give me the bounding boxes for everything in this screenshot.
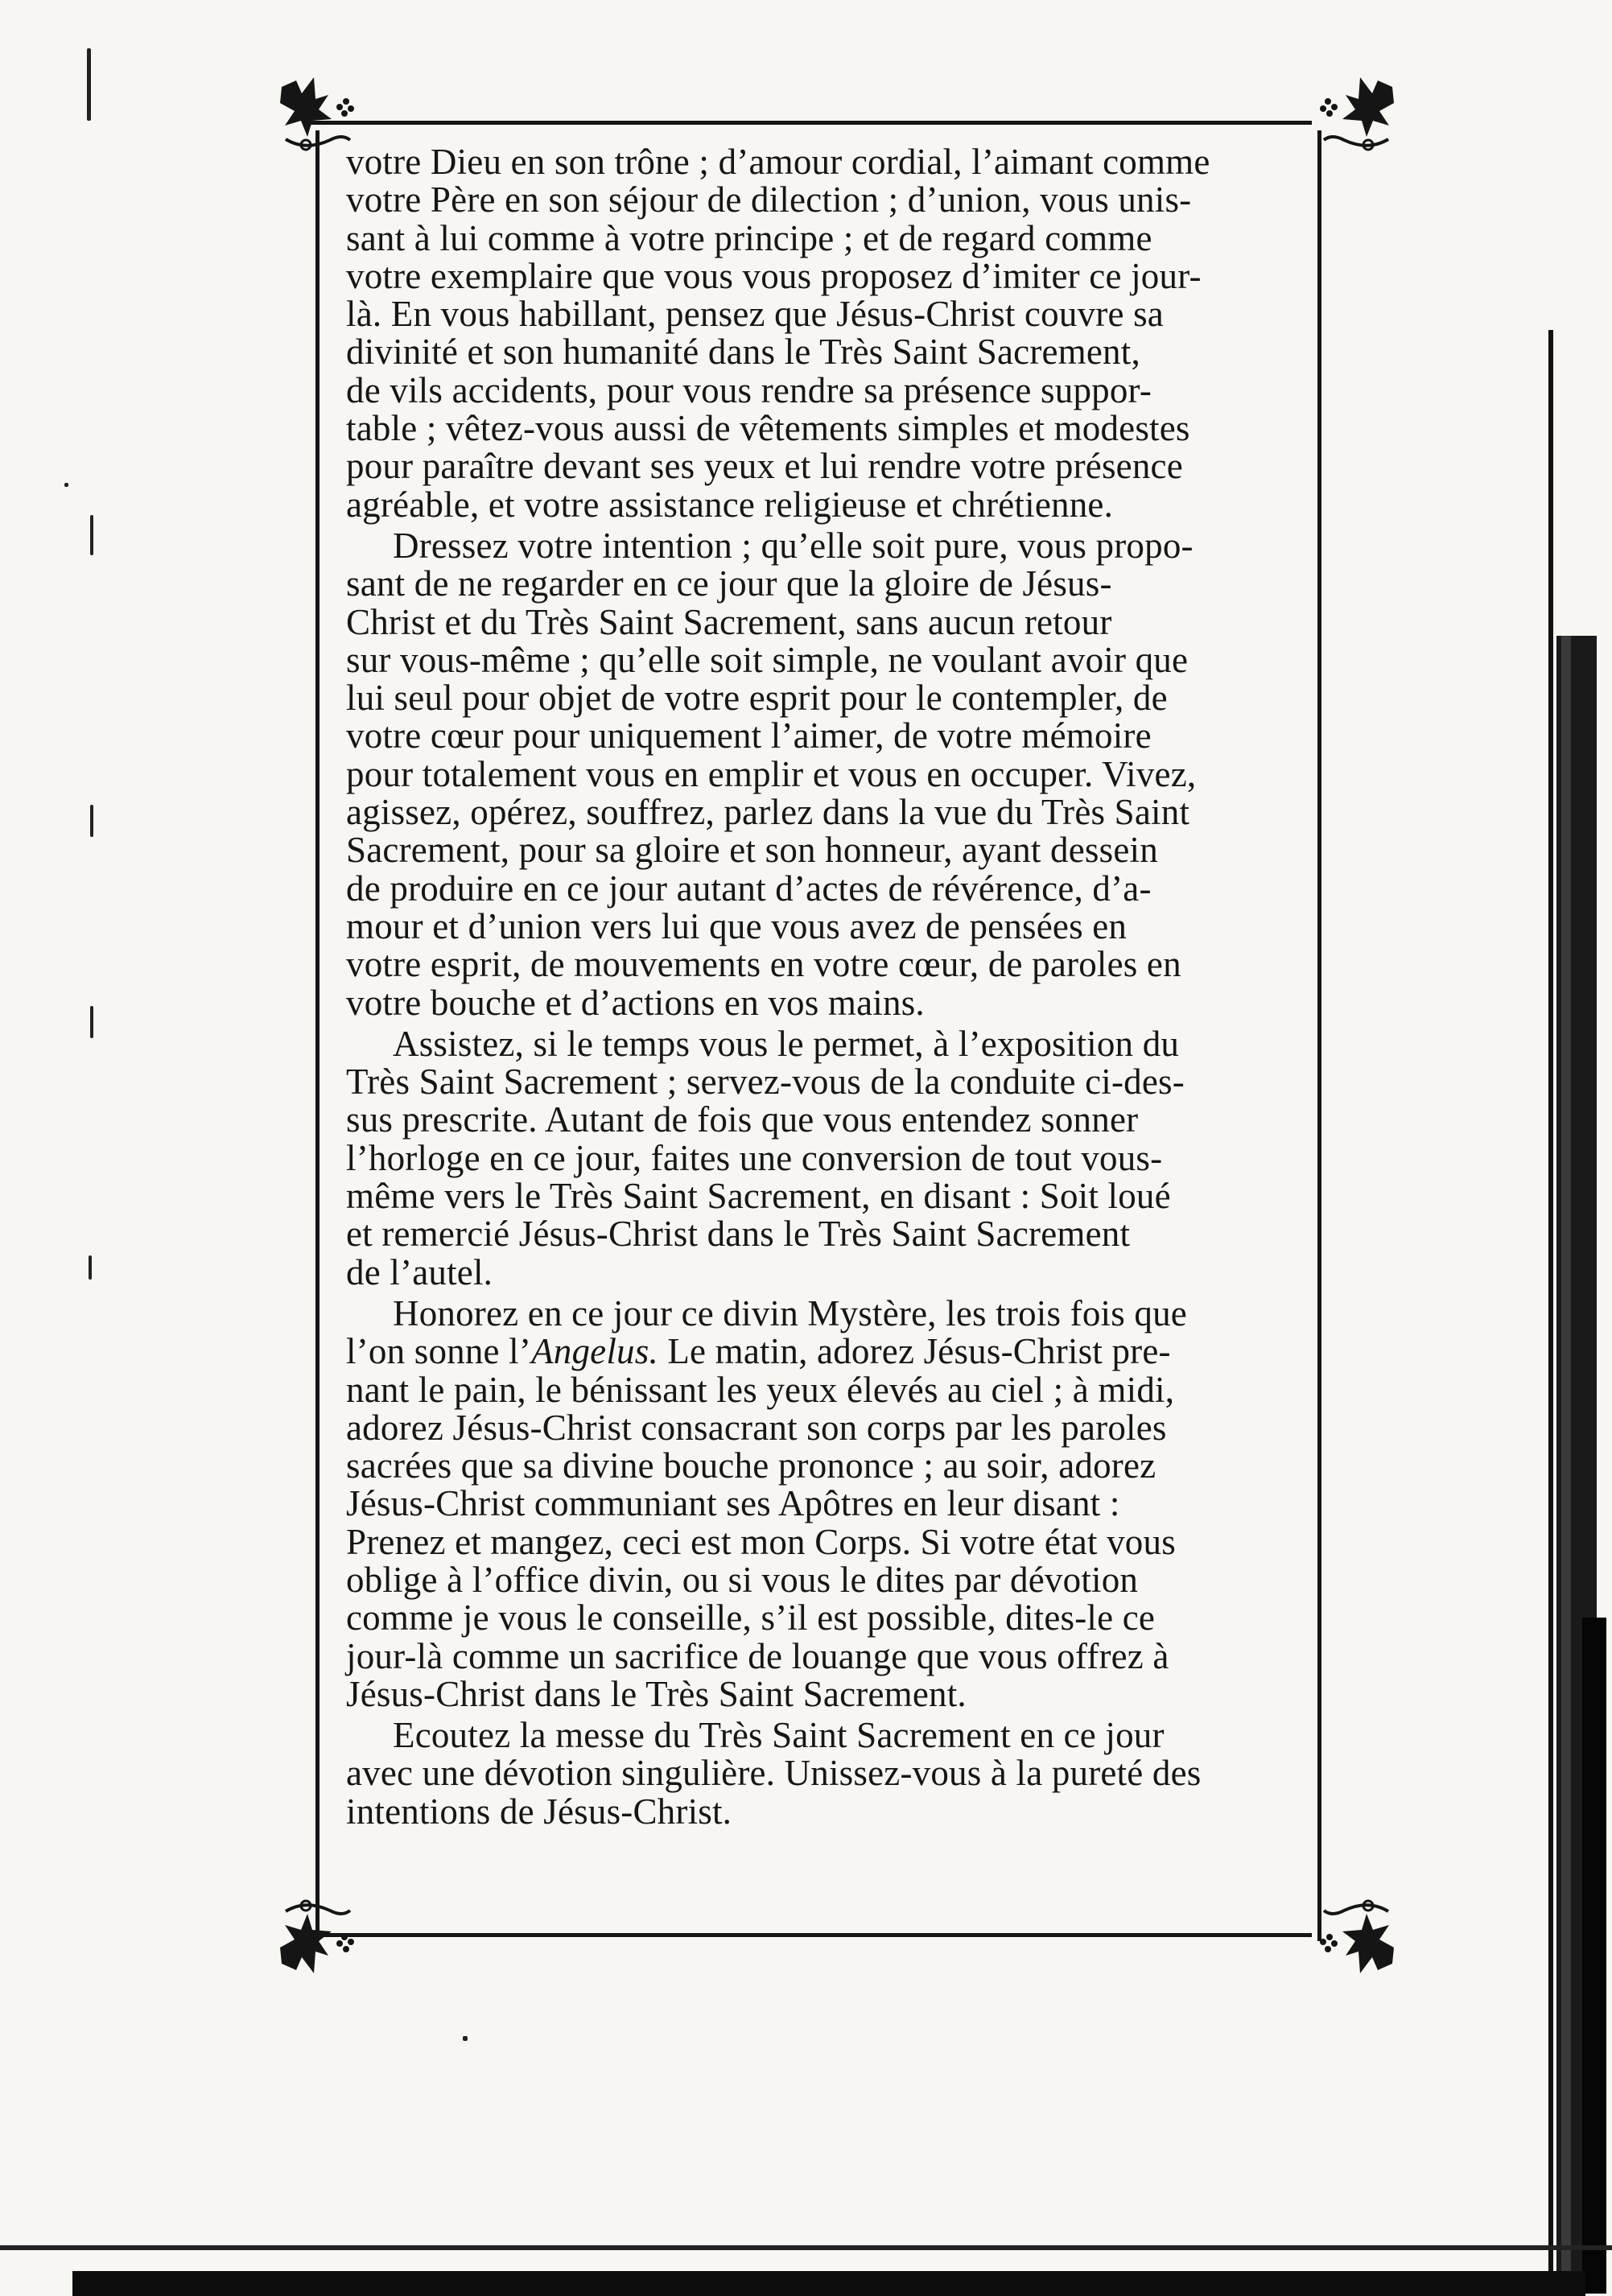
- text-line-suffix: Le matin, adorez Jésus-Christ pre-: [658, 1331, 1171, 1372]
- text-line: là. En vous habillant, pensez que Jésus-Christ couvre sa: [346, 294, 1164, 335]
- text-line: Assistez, si le temps vous le permet, à l’exposition du: [393, 1023, 1180, 1064]
- text-line: Très Saint Sacrement ; servez-vous de la conduite ci-des-: [346, 1061, 1185, 1103]
- paragraph-2: [346, 527, 1308, 1022]
- text-line: même vers le Très Saint Sacrement, en disant : Soit loué: [346, 1176, 1171, 1217]
- frame-left-rule: [315, 130, 320, 1941]
- text-line: adorez Jésus-Christ consacrant son corps par les paroles: [346, 1407, 1167, 1448]
- text-line: agréable, et votre assistance religieuse et chrétienne.: [346, 484, 1114, 525]
- text-line: intentions de Jésus-Christ.: [346, 1791, 732, 1832]
- text-line: sacrées que sa divine bouche prononce ; au soir, adorez: [346, 1445, 1156, 1486]
- text-line: sur vous-même ; qu’elle soit simple, ne voulant avoir que: [346, 639, 1189, 680]
- scan-edge-right: [1542, 330, 1610, 2294]
- text-line: Sacrement, pour sa gloire et son honneur, ayant dessein: [346, 830, 1158, 871]
- scan-edge-bottom: [0, 2221, 1612, 2296]
- text-line: oblige à l’office divin, ou si vous le dites par dévotion: [346, 1559, 1139, 1600]
- text-line: mour et d’union vers lui que vous avez de pensées en: [346, 905, 1128, 946]
- text-line: nant le pain, le bénissant les yeux élevés au ciel ; à midi,: [346, 1369, 1175, 1410]
- paragraph-1: [346, 143, 1308, 524]
- text-line: Dressez votre intention ; qu’elle soit pure, vous propo-: [393, 525, 1194, 566]
- vine-ornament-bottom-right-icon: [1288, 1867, 1408, 1988]
- scan-artifact: [90, 515, 93, 555]
- text-line: sant de ne regarder en ce jour que la gloire de Jésus-: [346, 563, 1112, 604]
- text-line: comme je vous le conseille, s’il est possible, dites-le ce: [346, 1597, 1156, 1639]
- paragraph-4: [346, 1292, 1308, 1714]
- text-line: votre Père en son séjour de dilection ; d’union, vous unis-: [346, 179, 1192, 221]
- text-line: Jésus-Christ communiant ses Apôtres en leur disant :: [346, 1483, 1120, 1524]
- scan-artifact: [87, 48, 91, 121]
- text-line: pour paraître devant ses yeux et lui rendre votre présence: [346, 446, 1183, 487]
- text-line: agissez, opérez, souffrez, parlez dans la vue du Très Saint: [346, 792, 1190, 833]
- text-line: votre Dieu en son trône ; d’amour cordial, l’aimant comme: [346, 142, 1210, 182]
- paragraph-5: [346, 1717, 1308, 1831]
- scan-artifact: [89, 1255, 92, 1280]
- frame-top-rule: [306, 121, 1312, 125]
- text-line: votre esprit, de mouvements en votre cœur, de paroles en: [346, 944, 1181, 985]
- scan-artifact: [64, 483, 68, 487]
- text-line: Ecoutez la messe du Très Saint Sacrement en ce jour: [393, 1715, 1165, 1756]
- scan-artifact: [463, 2036, 468, 2041]
- text-line: sus prescrite. Autant de fois que vous entendez sonner: [346, 1099, 1139, 1140]
- frame-bottom-rule: [306, 1933, 1312, 1937]
- text-line: de vils accidents, pour vous rendre sa présence suppor-: [346, 369, 1152, 410]
- text-line: Christ et du Très Saint Sacrement, sans aucun retour: [346, 601, 1112, 642]
- text-line: votre cœur pour uniquement l’aimer, de votre mémoire: [346, 715, 1152, 756]
- frame-right-rule: [1317, 130, 1321, 1941]
- text-line: votre exemplaire que vous vous proposez d’imiter ce jour-: [346, 255, 1202, 296]
- text-line: Prenez et mangez, ceci est mon Corps. Si votre état vous: [346, 1521, 1176, 1562]
- text-line: pour totalement vous en emplir et vous en occuper. Vivez,: [346, 753, 1197, 794]
- page-text-block: [346, 143, 1308, 1834]
- text-line: l’horloge en ce jour, faites une conversion de tout vous-: [346, 1137, 1163, 1178]
- text-line: votre bouche et d’actions en vos mains.: [346, 982, 925, 1023]
- text-line: Honorez en ce jour ce divin Mystère, les trois fois que: [393, 1292, 1187, 1333]
- text-line: avec une dévotion singulière. Unissez-vous à la pureté des: [346, 1753, 1202, 1794]
- paragraph-3: [346, 1025, 1308, 1292]
- italic-word: Angelus.: [531, 1331, 658, 1372]
- text-line: sant à lui comme à votre principe ; et de regard comme: [346, 217, 1152, 258]
- vine-ornament-bottom-left-icon: [266, 1867, 386, 1988]
- text-line: table ; vêtez-vous aussi de vêtements simples et modestes: [346, 408, 1190, 449]
- text-line: et remercié Jésus-Christ dans le Très Saint Sacrement: [346, 1214, 1131, 1255]
- scan-artifact: [90, 805, 93, 837]
- text-line: de produire en ce jour autant d’actes de révérence, d’a-: [346, 868, 1152, 909]
- text-line: Jésus-Christ dans le Très Saint Sacrement.: [346, 1673, 967, 1714]
- text-line: jour-là comme un sacrifice de louange que vous offrez à: [346, 1635, 1169, 1676]
- scan-artifact: [90, 1006, 93, 1038]
- text-line: divinité et son humanité dans le Très Saint Sacrement,: [346, 332, 1140, 373]
- text-line: lui seul pour objet de votre esprit pour le contempler, de: [346, 678, 1168, 719]
- text-line-prefix: l’on sonne l’: [346, 1331, 532, 1372]
- text-line: de l’autel.: [346, 1251, 493, 1292]
